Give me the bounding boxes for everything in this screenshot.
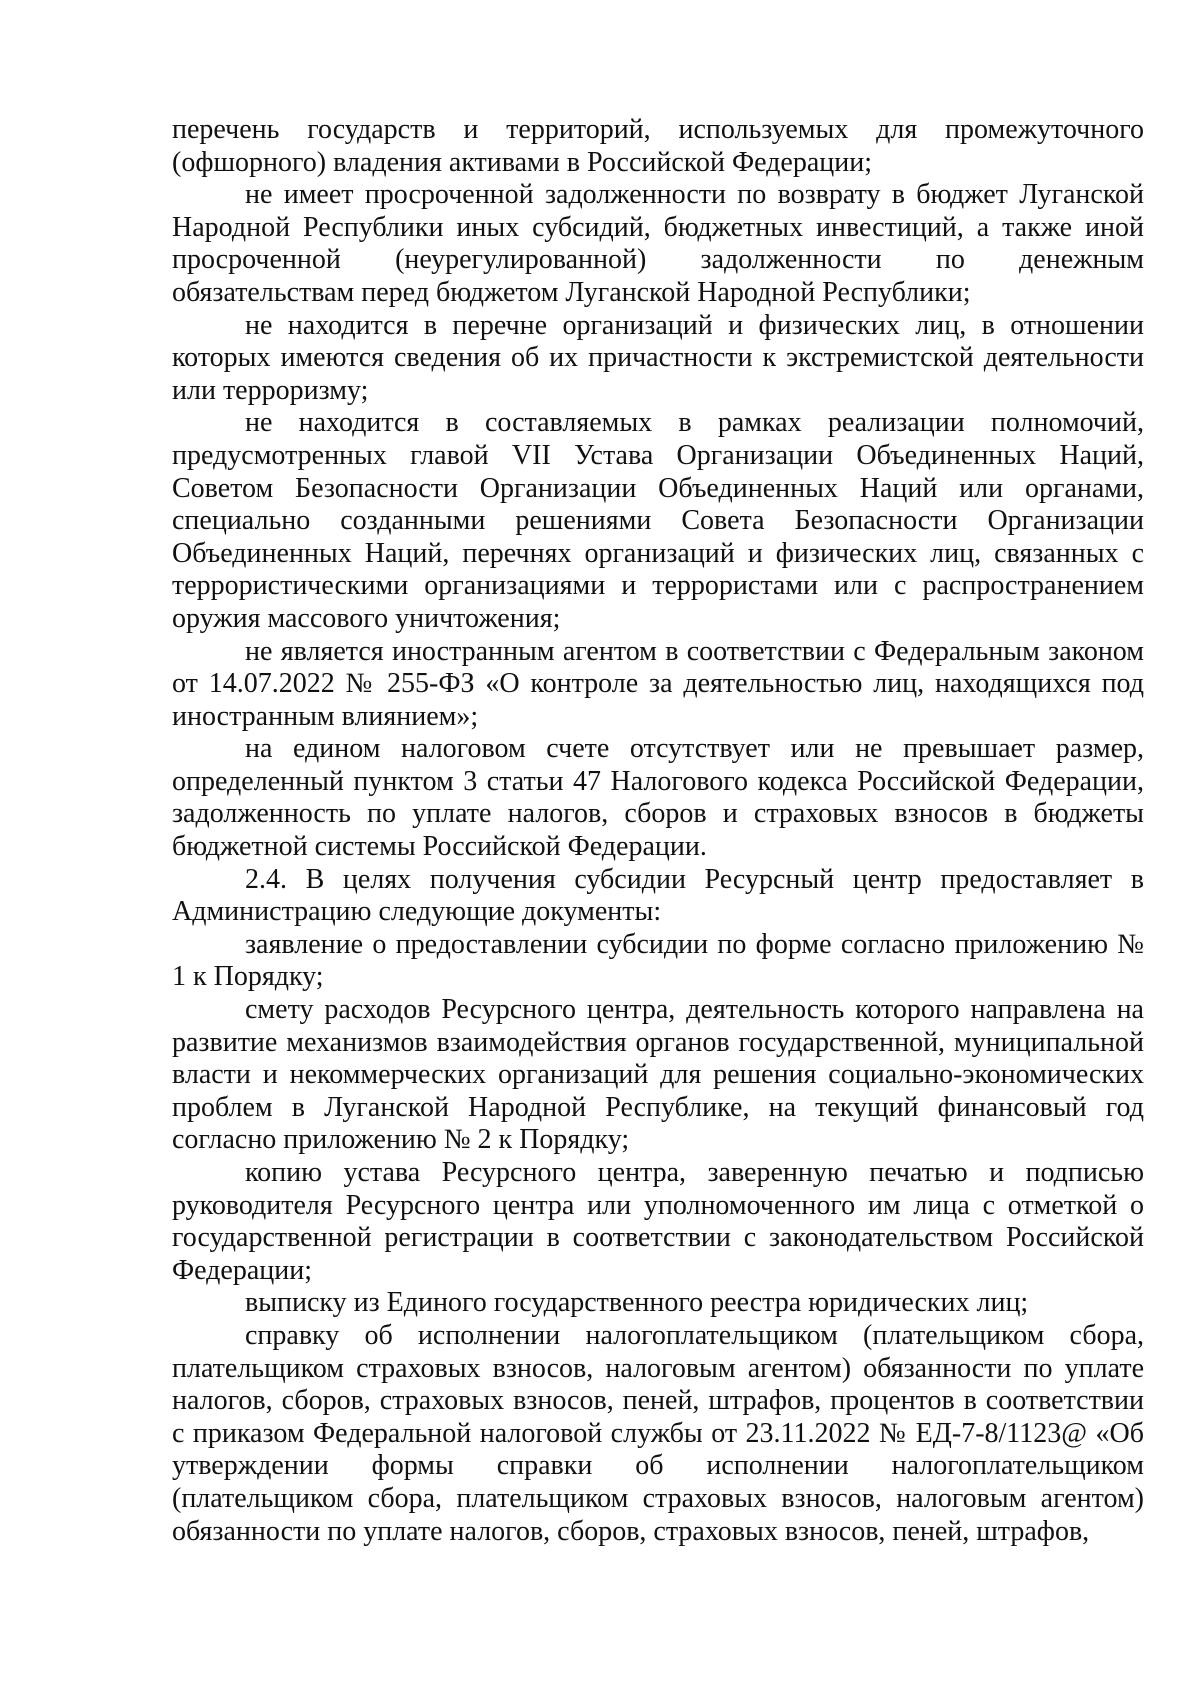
paragraph-registry-extract: выписку из Единого государственного реестра юридических лиц; [245,1287,1029,1319]
paragraph-charter-copy: копию устава Ресурсного центра, заверенную печатью и подписью руководителя Ресурсного центра или уполномоченного им лица с отметкой о государственной регистрации в соответствии с законодательством Российской Федерации; [172,1157,1144,1286]
paragraph-tax-account: на едином налоговом счете отсутствует или не превышает размер, определенный пунктом 3 статьи 47 Налогового кодекса Российской Федерации, задолженность по уплате налогов, сборов и страховых взносов в бюджеты бюджетной системы Российской Федерации. [172,733,1144,863]
paragraph-application: заявление о предоставлении субсидии по форме согласно приложению № 1 к Порядку; [172,928,1144,993]
paragraph-no-overdue-debt: не имеет просроченной задолженности по возврату в бюджет Луганской Народной Республики иных субсидий, бюджетных инвестиций, а также иной просроченной (неурегулированной) задолженности по денежным обязательствам перед бюджетом Луганской Народной Республики; [172,179,1144,308]
paragraph-section-2-4: 2.4. В целях получения субсидии Ресурсный центр предоставляет в Администрацию следующие документы: [172,863,1144,928]
paragraph-extremism-list: не находится в перечне организаций и физических лиц, в отношении которых имеются сведения об их причастности к экстремистской деятельности или терроризму; [172,309,1144,406]
paragraph-offshore-list: перечень государств и территорий, используемых для промежуточного (офшорного) владения активами в Российской Федерации; [172,114,1144,178]
paragraph-tax-certificate: справку об исполнении налогоплательщиком (плательщиком сбора, плательщиком страховых взносов, налоговым агентом) обязанности по уплате налогов, сборов, страховых взносов, пеней, штрафов, процентов в соответствии с приказом Федеральной налоговой службы от 23.11.2022 № ЕД-7-8/1123@ «Об утверждении формы справки об исполнении налогоплательщиком (плательщиком сбора, плательщиком страховых взносов, налоговым агентом) обязанности по уплате налогов, сборов, страховых взносов, пеней, штрафов, [172,1319,1144,1547]
paragraph-un-security-council-list: не находится в составляемых в рамках реализации полномочий, предусмотренных главой VII Устава Организации Объединенных Наций, Советом Безопасности Организации Объединенных Наций или органами, специально созданными решениями Совета Безопасности Организации Объединенных Наций, перечнях организаций и физических лиц, связанных с террористическими организациями и террористами или с распространением оружия массового уничтожения; [172,407,1144,634]
paragraph-foreign-agent: не является иностранным агентом в соответствии с Федеральным законом от 14.07.2022 № 255-ФЗ «О контроле за деятельностью лиц, находящихся под иностранным влиянием»; [172,635,1144,732]
paragraph-expense-estimate: смету расходов Ресурсного центра, деятельность которого направлена на развитие механизмов взаимодействия органов государственной, муниципальной власти и некоммерческих организаций для решения социально-экономических проблем в Луганской Народной Республике, на текущий финансовый год согласно приложению № 2 к Порядку; [172,994,1144,1156]
document-body [172,114,1144,1548]
